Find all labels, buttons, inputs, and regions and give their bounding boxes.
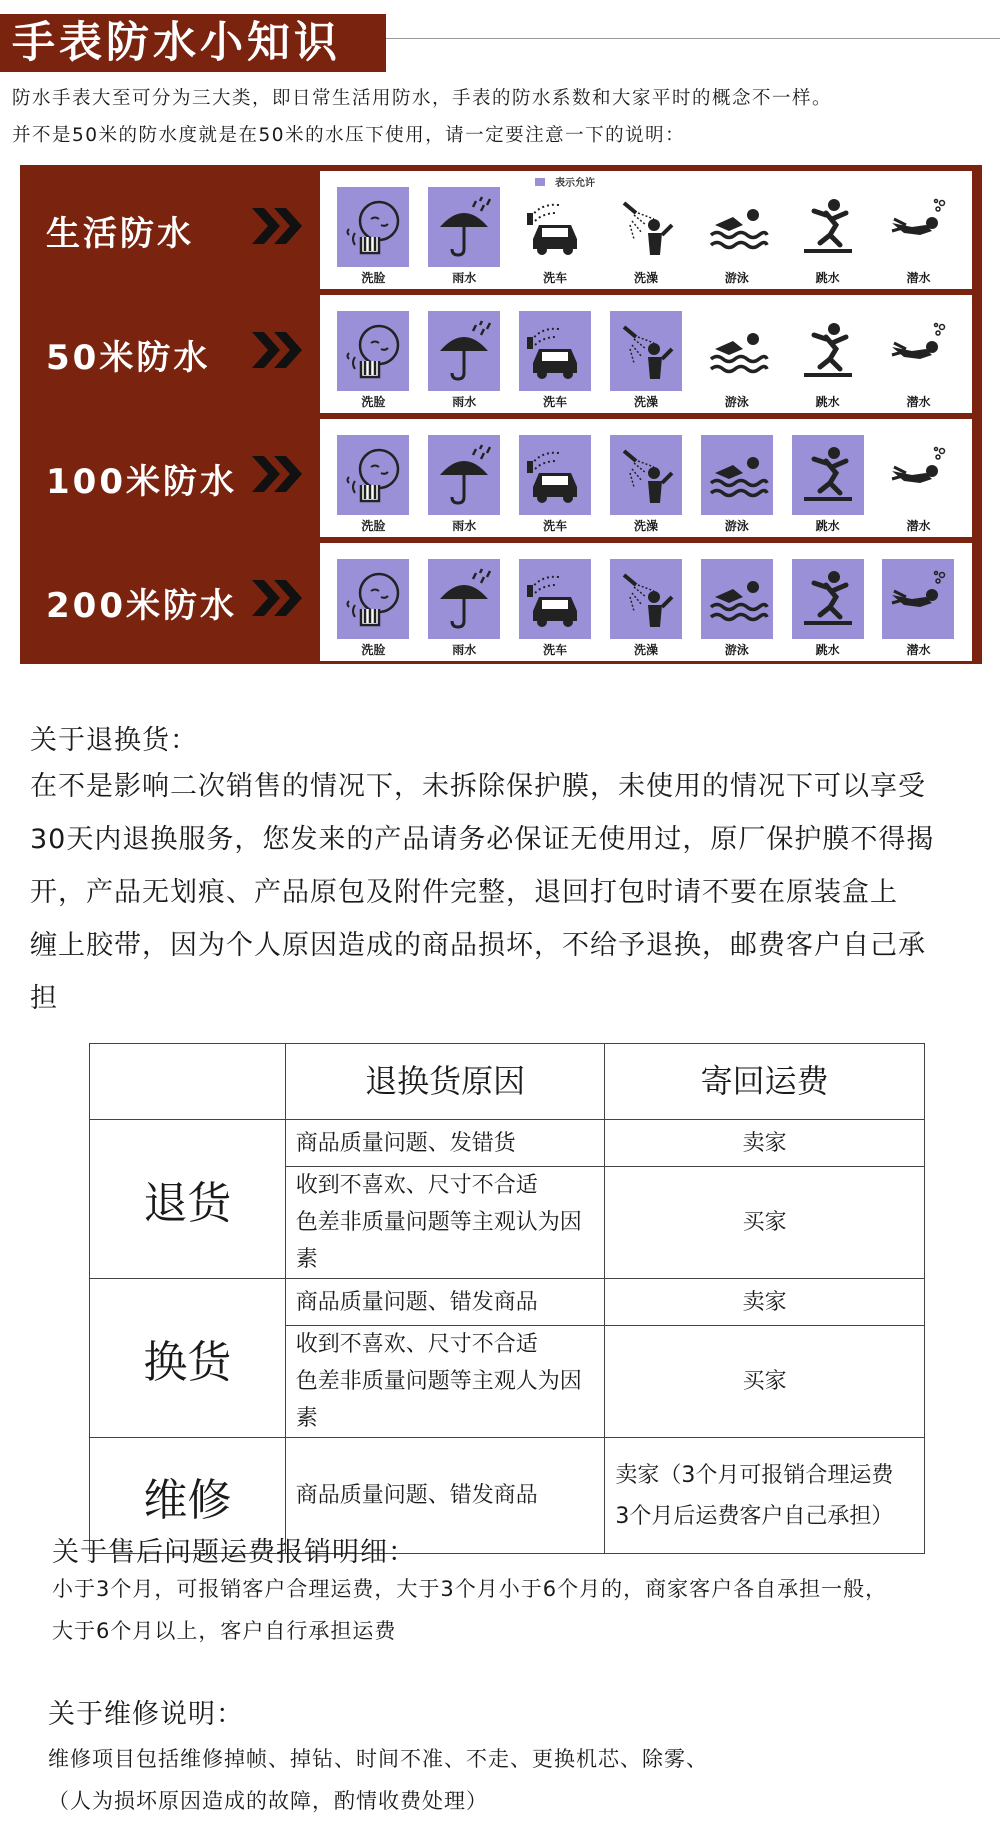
activity-icons	[320, 171, 972, 289]
waterproof-board	[20, 165, 982, 664]
legend	[535, 174, 595, 189]
diving-icon	[882, 559, 954, 639]
car-wash-icon	[519, 435, 591, 515]
fee-cell: 买家	[605, 1326, 925, 1438]
activity-item	[606, 187, 686, 285]
shower-icon	[610, 187, 682, 267]
policy-line: 缠上胶带，因为个人原因造成的商品损坏，不给予退换，邮费客户自己承	[30, 930, 926, 961]
swimming-icon	[701, 435, 773, 515]
returns-policy	[30, 760, 990, 1025]
activity-item	[697, 435, 777, 533]
reason-cell: 商品质量问题、错发商品	[285, 1438, 605, 1554]
waterproof-row	[20, 295, 972, 413]
face-wash-icon	[337, 435, 409, 515]
policy-line: 在不是影响二次销售的情况下，未拆除保护膜，未使用的情况下可以享受	[30, 771, 926, 802]
jumping-icon	[792, 311, 864, 391]
activity-label: 潜水	[906, 519, 931, 533]
swimming-icon	[701, 311, 773, 391]
activity-item	[788, 435, 868, 533]
activity-item	[424, 435, 504, 533]
jumping-icon	[792, 187, 864, 267]
activity-item	[606, 435, 686, 533]
waterproof-level-label: 50米防水	[46, 337, 211, 378]
repair-heading: 关于维修说明：	[48, 1699, 244, 1730]
activity-item	[788, 187, 868, 285]
shower-icon	[610, 559, 682, 639]
diving-icon	[882, 435, 954, 515]
title-divider	[386, 38, 1000, 39]
table-header-row	[90, 1044, 925, 1120]
diving-icon	[882, 311, 954, 391]
car-wash-icon	[519, 311, 591, 391]
activity-label: 潜水	[906, 271, 931, 285]
activity-label: 跳水	[815, 643, 840, 657]
table-row	[90, 1120, 925, 1167]
refund-label: 退货	[90, 1120, 286, 1279]
legend-label: 表示允许	[555, 178, 595, 189]
shipping-line: 大于6个月以上，客户自行承担运费	[52, 1619, 397, 1643]
activity-item	[878, 187, 958, 285]
activity-label: 潜水	[906, 395, 931, 409]
shipping-text	[52, 1568, 887, 1652]
reason-cell	[285, 1326, 605, 1438]
activity-label: 雨水	[452, 643, 477, 657]
activity-label: 洗澡	[633, 271, 658, 285]
activity-item	[333, 187, 413, 285]
activity-item	[424, 187, 504, 285]
activity-label: 跳水	[815, 271, 840, 285]
reason-cell: 商品质量问题、错发商品	[285, 1279, 605, 1326]
page-title: 手表防水小知识	[0, 14, 386, 72]
repair-line: （人为损坏原因造成的故障，酌情收费处理）	[48, 1789, 488, 1813]
activity-label: 洗车	[543, 519, 568, 533]
repair-text	[48, 1738, 708, 1822]
waterproof-level	[20, 171, 320, 289]
activity-item	[333, 435, 413, 533]
activity-item	[878, 559, 958, 657]
jumping-icon	[792, 559, 864, 639]
umbrella-rain-icon	[428, 435, 500, 515]
activity-item	[697, 559, 777, 657]
activity-label: 洗脸	[361, 395, 386, 409]
activity-item	[515, 311, 595, 409]
double-chevron-icon	[250, 578, 320, 627]
fee-cell	[605, 1438, 925, 1554]
face-wash-icon	[337, 559, 409, 639]
activity-item	[878, 435, 958, 533]
car-wash-icon	[519, 187, 591, 267]
waterproof-row	[20, 543, 972, 661]
fee-line: 卖家（3个月可报销合理运费	[615, 1462, 894, 1488]
activity-item	[606, 311, 686, 409]
intro-line: 防水手表大至可分为三大类，即日常生活用防水，手表的防水系数和大家平时的概念不一样。	[12, 88, 833, 109]
activity-label: 跳水	[815, 519, 840, 533]
legend-swatch	[535, 178, 545, 186]
shower-icon	[610, 435, 682, 515]
header-reason: 退换货原因	[285, 1044, 605, 1120]
activity-label: 游泳	[724, 395, 749, 409]
activity-label: 洗车	[543, 271, 568, 285]
shipping-heading: 关于售后问题运费报销明细：	[52, 1537, 416, 1568]
activity-item	[424, 311, 504, 409]
activity-icons	[320, 419, 972, 537]
activity-label: 洗澡	[633, 643, 658, 657]
waterproof-level-label: 100米防水	[46, 461, 237, 502]
reason-line: 色差非质量问题等主观认为因素	[295, 1210, 582, 1272]
activity-item	[424, 559, 504, 657]
activity-item	[697, 311, 777, 409]
policy-line: 30天内退换服务，您发来的产品请务必保证无使用过，原厂保护膜不得揭	[30, 824, 935, 855]
fee-line: 3个月后运费客户自己承担）	[615, 1503, 894, 1529]
returns-table	[89, 1043, 925, 1554]
waterproof-row	[20, 419, 972, 537]
header-fee: 寄回运费	[605, 1044, 925, 1120]
fee-cell: 卖家	[605, 1279, 925, 1326]
activity-item	[515, 187, 595, 285]
double-chevron-icon	[250, 206, 320, 255]
umbrella-rain-icon	[428, 311, 500, 391]
activity-label: 洗脸	[361, 271, 386, 285]
activity-label: 洗澡	[633, 519, 658, 533]
diving-icon	[882, 187, 954, 267]
activity-label: 游泳	[724, 271, 749, 285]
table-row	[90, 1279, 925, 1326]
activity-item	[788, 559, 868, 657]
face-wash-icon	[337, 187, 409, 267]
activity-label: 潜水	[906, 643, 931, 657]
fee-cell: 买家	[605, 1167, 925, 1279]
activity-label: 雨水	[452, 395, 477, 409]
repair-line: 维修项目包括维修掉帧、掉钻、时间不准、不走、更换机芯、除雾、	[48, 1747, 708, 1771]
activity-label: 游泳	[724, 643, 749, 657]
activity-item	[878, 311, 958, 409]
reason-cell: 商品质量问题、发错货	[285, 1120, 605, 1167]
activity-label: 雨水	[452, 271, 477, 285]
activity-label: 洗澡	[633, 395, 658, 409]
waterproof-row	[20, 171, 972, 289]
activity-icons	[320, 543, 972, 661]
activity-label: 游泳	[724, 519, 749, 533]
reason-line: 色差非质量问题等主观人为因素	[295, 1369, 582, 1431]
activity-item	[606, 559, 686, 657]
umbrella-rain-icon	[428, 187, 500, 267]
waterproof-level	[20, 419, 320, 537]
policy-line: 担	[30, 983, 58, 1014]
policy-line: 开，产品无划痕、产品原包及附件完整，退回打包时请不要在原装盒上	[30, 877, 898, 908]
swimming-icon	[701, 559, 773, 639]
activity-item	[788, 311, 868, 409]
reason-line: 收到不喜欢、尺寸不合适	[295, 1173, 538, 1198]
activity-label: 雨水	[452, 519, 477, 533]
double-chevron-icon	[250, 454, 320, 503]
fee-cell: 卖家	[605, 1120, 925, 1167]
activity-icons	[320, 295, 972, 413]
activity-item	[333, 559, 413, 657]
activity-label: 跳水	[815, 395, 840, 409]
reason-cell	[285, 1167, 605, 1279]
car-wash-icon	[519, 559, 591, 639]
exchange-label: 换货	[90, 1279, 286, 1438]
activity-label: 洗车	[543, 643, 568, 657]
repair-label: 维修	[90, 1438, 286, 1554]
intro-line: 并不是50米的防水度就是在50米的水压下使用，请一定要注意一下的说明：	[12, 125, 686, 146]
swimming-icon	[701, 187, 773, 267]
intro-text	[12, 80, 988, 154]
shipping-line: 小于3个月，可报销客户合理运费，大于3个月小于6个月的，商家客户各自承担一般，	[52, 1577, 888, 1601]
activity-label: 洗脸	[361, 643, 386, 657]
returns-heading: 关于退换货：	[30, 725, 198, 756]
waterproof-level	[20, 543, 320, 661]
waterproof-level-label: 生活防水	[46, 213, 194, 254]
activity-item	[333, 311, 413, 409]
waterproof-level	[20, 295, 320, 413]
activity-label: 洗脸	[361, 519, 386, 533]
table-corner-cell	[90, 1044, 286, 1120]
reason-line: 收到不喜欢、尺寸不合适	[295, 1332, 538, 1357]
umbrella-rain-icon	[428, 559, 500, 639]
face-wash-icon	[337, 311, 409, 391]
shower-icon	[610, 311, 682, 391]
activity-item	[515, 559, 595, 657]
activity-item	[697, 187, 777, 285]
activity-label: 洗车	[543, 395, 568, 409]
jumping-icon	[792, 435, 864, 515]
double-chevron-icon	[250, 330, 320, 379]
activity-item	[515, 435, 595, 533]
waterproof-level-label: 200米防水	[46, 585, 237, 626]
